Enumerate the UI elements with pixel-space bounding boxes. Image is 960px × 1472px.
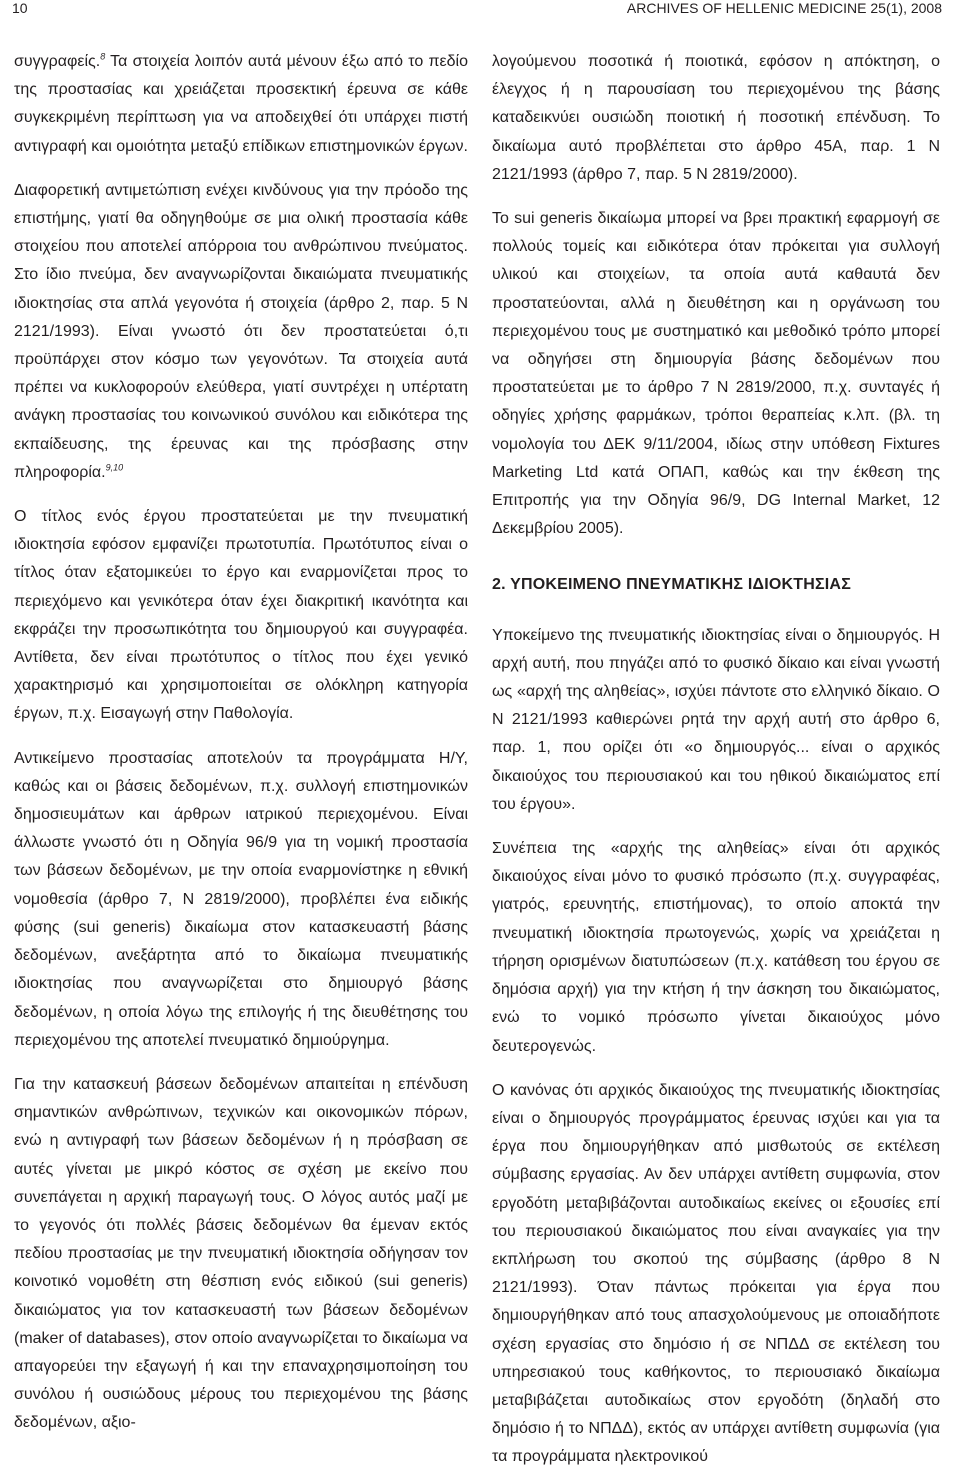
paragraph: Ο κανόνας ότι αρχικός δικαιούχος της πνευματικής ιδιοκτησίας είναι ο δημιουργός προγράμματος έρευνας ισχύει και για τα έργα που δημιουργήθηκαν από μισθωτούς σε εκτέλεση σύμβασης εργασίας. Αν δεν υπάρχει αντίθετη συμφωνία, στον εργοδότη μεταβιβάζονται αυτοδικαίως εκείνες οι εξουσίες επί του περιουσιακού δικαιώματος που είναι αναγκαίες για την εκπλήρωση του σκοπού της σύμβασης (άρθρο 8 Ν 2121/1993). Όταν πάντως πρόκειται για έργα που δημιουργήθηκαν από τους απασχολούμενους με οποιαδήποτε σχέση εργασίας στο δημόσιο ή σε ΝΠΔΔ σε εκτέλεση του υπηρεσιακού τους καθήκοντος, το περιουσιακό δικαίωμα μεταβιβάζεται αυτοδικαίως στον εργοδότη (δηλαδή στο δημόσιο ή το ΝΠΔΔ), εκτός αν υπάρχει αντίθετη συμφωνία (για τα προγράμματα ηλεκτρονικού [492,1081,940,1466]
paragraph: λογούμενου ποσοτικά ή ποιοτικά, εφόσον η απόκτηση, ο έλεγχος ή η παρουσίαση του περιεχομένου της βάσης καταδεικνύει ουσιώδη ποιοτική ή ποσοτική επένδυση. Το δικαίωμα αυτό προβλέπεται στο άρθρο 45Α, παρ. 1 Ν 2121/1993 (άρθρο 7, παρ. 5 Ν 2819/2000). [492,53,940,183]
paragraph: συγγραφείς.$^8$ Τα στοιχεία λοιπόν αυτά μένουν έξω από το πεδίο της προστασίας και χρειάζεται προσεκτική έρευνα σε κάθε συγκεκριμένη περίπτωση για να αποδειχθεί ότι υπάρχει πιστή αντιγραφή και ομοιότητα μεταξύ επίδικων επιστημονικών έργων. [14,51,468,155]
right-column [492,48,940,1472]
page-number: 10 [12,0,28,16]
paragraph: Συνέπεια της «αρχής της αληθείας» είναι ότι αρχικός δικαιούχος είναι μόνο το φυσικό πρόσωπο (π.χ. συγγραφέας, γιατρός, ερευνητής, επιστήμονας), το οποίο αποκτά την πνευματική ιδιοκτησία πρωτογενώς, χωρίς να χρειάζεται η τήρηση ορισμένων διατυπώσεων (π.χ. κατάθεση του έργου σε δημόσια αρχή) για την κτήση ή την άσκηση του δικαιώματος, ενώ το νομικό πρόσωπο γίνεται δικαιούχος μόνο δευτερογενώς. [492,840,940,1055]
paragraph: Το sui generis δικαίωμα μπορεί να βρει πρακτική εφαρμογή σε πολλούς τομείς και ειδικότερα όταν πρόκειται για συλλογή υλικού και στοιχείων, τα οποία αυτά καθαυτά δεν προστατεύονται, αλλά η διευθέτηση και η οργάνωση του περιεχομένου τους με συστηματικό και μεθοδικό τρόπο μπορεί να οδηγήσει στη δημιουργία βάσης δεδομένων που προστατεύεται με το άρθρο 7 Ν 2819/2000, π.χ. συνταγές ή οδηγίες χρήσης φαρμάκων, τρόποι θεραπείας κ.λπ. (βλ. τη νομολογία του ΔΕΚ 9/11/2004, ιδίως στην υπόθεση Fixtures Marketing Ltd κατά ΟΠΑΠ, καθώς και την έκθεση της Επιτροπής για την Οδηγία 96/9, DG Internal Market, 12 Δεκεμβρίου 2005). [492,210,940,538]
paragraph: Υποκείμενο της πνευματικής ιδιοκτησίας είναι ο δημιουργός. Η αρχή αυτή, που πηγάζει από το φυσικό δίκαιο και είναι γνωστή ως «αρχή της αληθείας», ισχύει πάντοτε στο ελληνικό δίκαιο. Ο Ν 2121/1993 καθιερώνει ρητά την αρχή αυτή στο άρθρο 6, παρ. 1, που ορίζει ότι «ο δημιουργός... είναι ο αρχικός δικαιούχος του περιουσιακού και του ηθικού δικαιώματος επί του έργου». [492,626,940,813]
citation-superscript: 8 [100,51,106,62]
paragraph: Διαφορετική αντιμετώπιση ενέχει κινδύνους για την πρόοδο της επιστήμης, γιατί θα οδηγηθούμε σε μια ολική προστασία κάθε στοιχείου που αποτελεί απόρροια του ανθρώπινου πνεύματος. Στο ίδιο πνεύμα, δεν αναγνωρίζονται δικαιώματα πνευματικής ιδιοκτησίας στα απλά γεγονότα ή στοιχεία (άρθρο 2, παρ. 5 Ν 2121/1993). Είναι γνωστό ότι δεν προστατεύεται ό,τι προϋπάρχει στον κόσμο των γεγονότων. Τα στοιχεία αυτά πρέπει να κυκλοφορούν ελεύθερα, γιατί συντρέχει η υπέρτατη ανάγκη προστασίας του κοινωνικού συνόλου και ειδικότερα της εκπαίδευσης, της έρευνας και της πρόσβασης στην πληροφορία.$^{9,10}$ [14,181,468,481]
section-heading: 2. ΥΠΟΚΕΙΜΕΝΟ ΠΝΕΥΜΑΤΙΚΗΣ ΙΔΙΟΚΤΗΣΙΑΣ [492,576,851,594]
journal-title: ARCHIVES OF HELLENIC MEDICINE 25(1), 2008 [626,0,942,16]
paragraph: Ο τίτλος ενός έργου προστατεύεται με την πνευματική ιδιοκτησία εφόσον εμφανίζει πρωτοτυπία. Πρωτότυπος είναι ο τίτλος όταν εξατομικεύει το έργο και εναρμονίζεται προς το περιεχόμενο και γενικότερα όταν έχει διακριτική ικανότητα και εκφράζει την προσωπικότητα του δημιουργού και συγγραφέα. Αντίθετα, δεν είναι πρωτότυπος ο τίτλος που έχει γενικό χαρακτηρισμό και χρησιμοποιείται σε ολόκληρη κατηγορία έργων, π.χ. Εισαγωγή στην Παθολογία. [14,508,468,723]
paragraph: Για την κατασκευή βάσεων δεδομένων απαιτείται η επένδυση σημαντικών ανθρώπινων, τεχνικών και οικονομικών πόρων, ενώ η αντιγραφή των βάσεων δεδομένων ή η πρόσβαση σε αυτές γίνεται με μικρό κόστος σε σχέση με εκείνο που συνεπάγεται η αρχική παραγωγή τους. Ο λόγος αυτός μαζί με το γεγονός ότι πολλές βάσεις δεδομένων θα έμεναν εκτός πεδίου προστασίας με την πνευματική ιδιοκτησία οδήγησαν τον κοινοτικό νομοθέτη στη θέσπιση ενός ειδικού (sui generis) δικαιώματος για τον κατασκευαστή των βάσεων δεδομένων (maker of databases), στον οποίο αναγνωρίζεται το δικαίωμα να απαγορεύει την εξαγωγή ή και την επαναχρησιμοποίηση του συνόλου ή ουσιώδους μέρους του περιεχομένου της βάσης δεδομένων, αξιο- [14,1075,468,1432]
paragraph: Αντικείμενο προστασίας αποτελούν τα προγράμματα Η/Υ, καθώς και οι βάσεις δεδομένων, π.χ. συλλογή επιστημονικών δημοσιευμάτων και άρθρων ιατρικού περιεχομένου. Είναι άλλωστε γνωστό ότι η Οδηγία 96/9 για τη νομική προστασία των βάσεων δεδομένων, με την οποία εναρμονίστηκε η εθνική νομοθεσία (άρθρο 7, Ν 2819/2000), προβλέπει ένα ειδικής φύσης (sui generis) δικαίωμα στον κατασκευαστή βάσης δεδομένων, ανεξάρτητα από το δικαίωμα πνευματικής ιδιοκτησίας που αναγνωρίζεται στο δημιουργό βάσης δεδομένων, η οποία λόγω της επιλογής ή της διευθέτησης του περιεχομένου της αποτελεί πνευματικό δημιούργημα. [14,749,468,1049]
running-head [12,0,942,24]
citation-superscript: 9,10 [105,462,124,473]
left-column [14,48,468,1438]
